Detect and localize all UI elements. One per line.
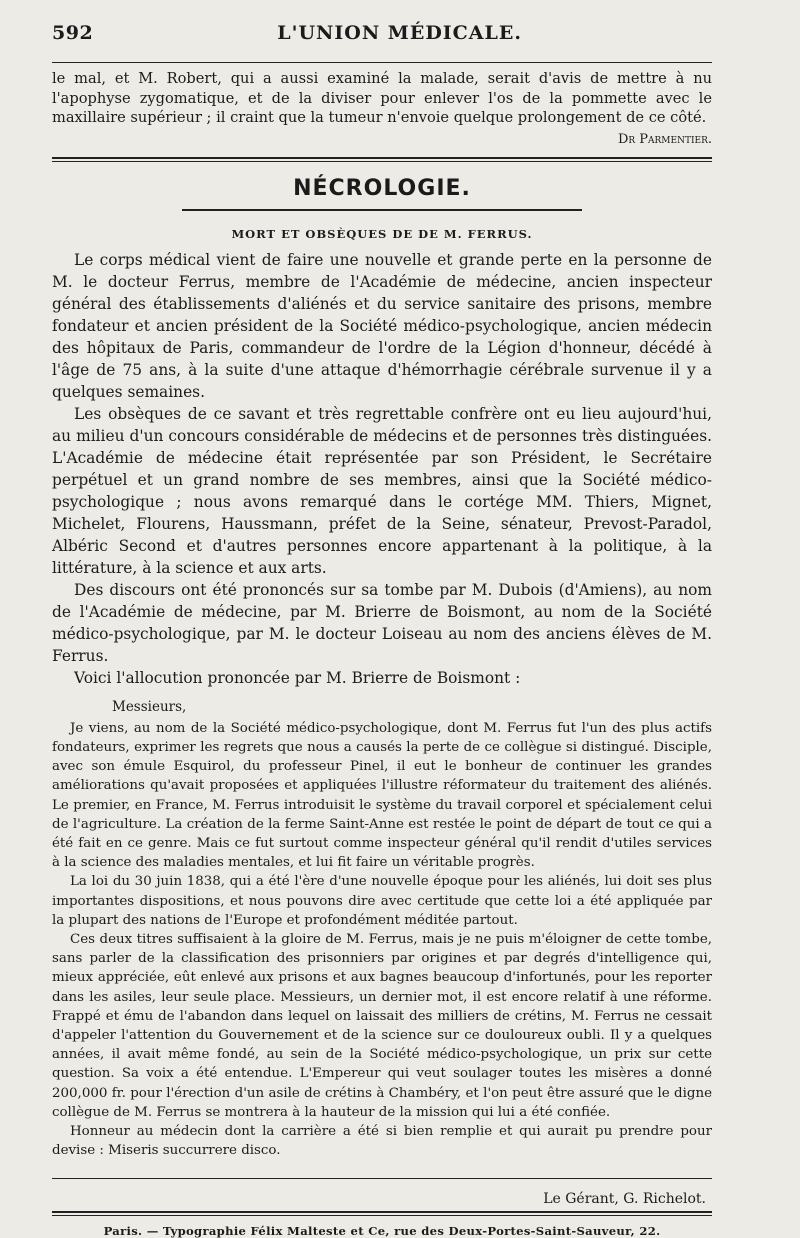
speech-paragraph: Ces deux titres suffisaient à la gloire de M. Ferrus, mais je ne puis m'éloigner de cette tombe, sans parler de la classification des prisonniers par origines et par degrés d'intelligence qui, mieux appréciée, eût enlevé aux prisons et aux bagnes beaucoup d'infortunés, pour les reporter dans les asiles, leur seule place. Messieurs, un dernier mot, il est encore relatif à une réforme. Frappé et ému de l'abandon dans lequel on laissait des milliers de crétins, M. Ferrus ne cessait d'appeler l'attention du Gouvernement et de la science sur ce douloureux oubli. Il y a quelques années, il avait même fondé, au sein de la Société médico-psychologique, un prix sur cette question. Sa voix a été entendue. L'Empereur qui veut soulager toutes les misères a donné 200,000 fr. pour l'érection d'un asile de crétins à Chambéry, et l'on peut être assuré que le digne collègue de M. Ferrus se montrera à la hauteur de la mission qui lui a été confiée. (52, 932, 712, 1120)
section-divider (52, 157, 712, 162)
article-paragraph: Les obsèques de ce savant et très regrettable confrère ont eu lieu aujourd'hui, au milieu d'un concours considérable de médecins et de personnes très distinguées. L'Académie de médecine était représentée par son Président, le Secrétaire perpétuel et un grand nombre de ses membres, ainsi que la Société médico-psychologique ; nous avons remarqué dans le cortége MM. Thiers, Mignet, Michelet, Flourens, Haussmann, préfet de la Seine, sénateur, Prevost-Paradol, Albéric Second et d'autres personnes encore appartenant à la politique, à la littérature, à la science et aux arts. (52, 404, 712, 577)
speech-paragraph: La loi du 30 juin 1838, qui a été l'ère d'une nouvelle époque pour les aliénés, lui doit ses plus importantes dispositions, et nous pouvons dire avec certitude que cette loi a été appliquée par la plupart des nations de l'Europe et profondément méditée partout. (52, 874, 712, 928)
intro-signature: Dr Parmentier. (617, 131, 712, 147)
printer-line: Paris. — Typographie Félix Malteste et Ce, rue des Deux-Portes-Saint-Sauveur, 22. (103, 1224, 661, 1238)
article-paragraph: Voici l'allocution prononcée par M. Brierre de Boismont : (74, 668, 521, 687)
speech-body (52, 719, 712, 1161)
article-subheading: MORT ET OBSÈQUES DE DE M. FERRUS. (231, 226, 533, 241)
article-body (52, 249, 712, 689)
header-rule (52, 62, 712, 63)
section-title: NÉCROLOGIE. (293, 175, 471, 201)
page-number: 592 (52, 22, 94, 44)
gerant-signature: Le Gérant, G. Richelot. (543, 1191, 706, 1208)
footer-rule (52, 1178, 712, 1179)
title-rule (182, 209, 582, 211)
printer-rule (52, 1211, 712, 1216)
article-paragraph: Des discours ont été prononcés sur sa tombe par M. Dubois (d'Amiens), au nom de l'Académie de médecine, par M. Brierre de Boismont, au nom de la Société médico-psychologique, par M. le docteur Loiseau au nom des anciens élèves de M. Ferrus. (52, 580, 712, 665)
speech-paragraph: Honneur au médecin dont la carrière a été si bien remplie et qui aurait pu prendre pour devise : Miseris succurrere disco. (52, 1124, 712, 1159)
speech-paragraph: Je viens, au nom de la Société médico-psychologique, dont M. Ferrus fut l'un des plus actifs fondateurs, exprimer les regrets que nous a causés la perte de ce collègue si distingué. Disciple, avec son émule Esquirol, du professeur Pinel, il eut le bonheur de continuer les grandes améliorations qu'avait proposées et appliquées l'illustre réformateur du traitement des aliénés. Le premier, en France, M. Ferrus introduisit le système du travail corporel et spécialement celui de l'agriculture. La création de la ferme Saint-Anne est restée le point de départ de tout ce qui a été fait en ce genre. Mais ce fut surtout comme inspecteur général qu'il rendit d'utiles services à la science des maladies mentales, et lui fit faire un véritable progrès. (52, 720, 712, 871)
intro-paragraph: le mal, et M. Robert, qui a aussi examiné la malade, serait d'avis de mettre à nu l'apophyse zygomatique, et de la diviser pour enlever l'os de la pommette avec le maxillaire supérieur ; il craint que la tumeur n'envoie quelque prolongement de ce côté. (52, 70, 712, 127)
page-header (52, 22, 712, 62)
intro-section (52, 69, 712, 147)
speech-salutation: Messieurs, (112, 698, 187, 715)
article-paragraph: Le corps médical vient de faire une nouvelle et grande perte en la personne de M. le docteur Ferrus, membre de l'Académie de médecine, ancien inspecteur général des établissements d'aliénés et du service sanitaire des prisons, membre fondateur et ancien président de la Société médico-psychologique, ancien médecin des hôpitaux de Paris, commandeur de l'ordre de la Légion d'honneur, décédé à l'âge de 75 ans, à la suite d'une attaque d'hémorrhagie cérébrale survenue il y a quelques semaines. (52, 250, 712, 401)
journal-title: L'UNION MÉDICALE. (277, 22, 522, 44)
